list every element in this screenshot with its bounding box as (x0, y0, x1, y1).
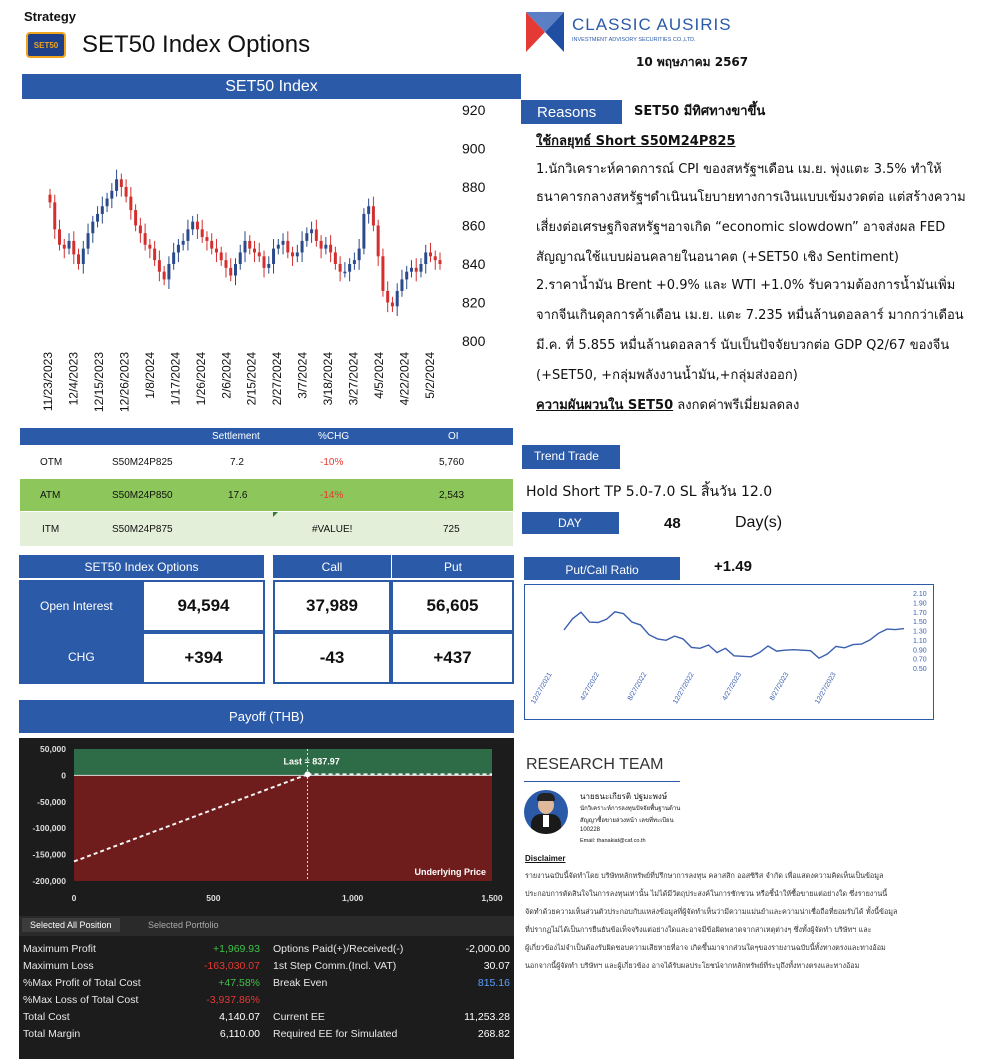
row-series: S50M24P850 (112, 490, 173, 501)
analyst-role: นักวิเคราะห์การลงทุนปัจจัยพื้นฐานด้าน (580, 805, 681, 812)
candle-body (153, 249, 156, 261)
reasons-headline: SET50 มีทิศทางขาขึ้น (634, 104, 766, 119)
reason-line: เสี่ยงต่อเศรษฐกิจสหรัฐฯอาจเกิด “economic slowdown” อาจส่งผล FED (536, 220, 946, 235)
open-interest-label: Open Interest (40, 599, 113, 613)
stat-value: -3,937.86% (206, 994, 260, 1006)
payoff-y-tick: -150,000 (32, 849, 66, 860)
candle-body (96, 214, 99, 222)
table-row (20, 445, 513, 478)
reason-line: มี.ค. ที่ 5.855 หมื่นล้านดอลลาร์ นับเป็นปัจจัยบวกต่อ GDP Q2/67 ของจีน (536, 338, 950, 353)
row-series: S50M24P825 (112, 457, 173, 468)
row-chg: -14% (320, 490, 344, 501)
tab-selected-all-position[interactable]: Selected All Position (22, 918, 120, 932)
candle-body (282, 241, 285, 245)
candle-body (239, 252, 242, 264)
oi-label-column (19, 580, 143, 684)
pcr-y-tick: 1.70 (913, 609, 927, 617)
candle-body (115, 179, 118, 191)
header-chg: %CHG (318, 431, 350, 442)
candle-body (343, 272, 346, 274)
index-chart-title: SET50 Index (22, 74, 521, 99)
pcr-x-tick: 8/27/2023 (768, 671, 791, 702)
candle-body (320, 241, 323, 249)
candle-body (229, 268, 232, 276)
y-tick-label: 860 (462, 217, 486, 234)
candle-body (367, 206, 370, 214)
candle-body (334, 252, 337, 264)
pcr-x-tick: 4/27/2022 (579, 671, 602, 702)
company-logo (526, 12, 564, 52)
payoff-annotation: Last = 837.97 (283, 756, 340, 767)
candle-body (362, 214, 365, 249)
candle-body (234, 264, 237, 276)
chg-put-value: +437 (391, 632, 514, 684)
x-tick-label: 11/23/2023 (41, 352, 55, 412)
candle-body (339, 264, 342, 272)
payoff-x-tick: 1,000 (342, 893, 364, 903)
candle-body (186, 229, 189, 241)
candle-body (267, 264, 270, 268)
candle-body (129, 197, 132, 210)
candle-body (148, 245, 151, 249)
candle-body (191, 222, 194, 230)
pcr-x-tick: 8/27/2022 (626, 671, 649, 702)
candle-body (301, 241, 304, 253)
x-tick-label: 1/17/2024 (168, 352, 183, 406)
x-tick-label: 3/27/2024 (346, 352, 361, 406)
call-label: Call (273, 555, 391, 578)
stat-label: %Max Profit of Total Cost (23, 977, 141, 989)
y-tick-label: 840 (462, 256, 486, 272)
trend-text: Hold Short TP 5.0-7.0 SL สิ้นวัน 12.0 (526, 484, 773, 500)
payoff-chart (19, 738, 514, 912)
stat-value: 815.16 (477, 977, 510, 989)
candle-body (125, 187, 128, 197)
chg-call-value: -43 (273, 632, 391, 684)
payoff-title: Payoff (THB) (19, 700, 514, 733)
underlying-price-label: Underlying Price (414, 867, 486, 877)
x-tick-label: 3/7/2024 (295, 352, 310, 399)
put-label: Put (392, 555, 514, 578)
reason-line: 2.ราคาน้ำมัน Brent +0.9% และ WTI +1.0% รับความต้องการน้ำมันเพิ่ม (536, 278, 956, 293)
candle-body (77, 254, 80, 264)
stat-label: %Max Loss of Total Cost (23, 994, 139, 1006)
volatility-text: ลงกดค่าพรีเมี่ยมลดลง (673, 398, 800, 413)
stat-value: 6,110.00 (219, 1028, 260, 1040)
x-tick-label: 12/4/2023 (66, 352, 81, 406)
candle-body (296, 252, 299, 256)
x-tick-label: 1/8/2024 (142, 352, 157, 399)
candle-body (58, 229, 61, 244)
stat-label: Total Cost (23, 1011, 70, 1023)
candle-body (134, 210, 137, 225)
reason-line: สัญญาณใช้แบบผ่อนคลายในอนาคต (+SET50 เชิง Sentiment) (536, 250, 899, 265)
candle-body (348, 264, 351, 272)
stat-label: Required EE for Simulated (273, 1028, 398, 1040)
stat-value: 11,253.28 (464, 1011, 510, 1023)
stat-label: Total Margin (23, 1028, 81, 1040)
candle-body (139, 226, 142, 234)
pcr-y-tick: 0.90 (913, 647, 927, 655)
candle-body (405, 272, 408, 280)
stat-value: +47.58% (218, 977, 260, 989)
candle-body (224, 260, 227, 268)
stat-value: -163,030.07 (203, 960, 260, 972)
research-divider (524, 781, 680, 782)
candle-body (358, 249, 361, 261)
candle-body (277, 245, 280, 249)
pcr-y-tick: 1.90 (913, 600, 927, 608)
pcr-x-tick: 12/27/2021 (530, 671, 554, 706)
analyst-email[interactable]: Email: thanakiat@caf.co.th (580, 838, 646, 844)
reason-line: จากจีนเกินดุลการค้าเดือน เม.ย. แตะ 7.235 หมื่นล้านดอลลาร์ มากกว่าเดือน (536, 308, 964, 323)
x-tick-label: 2/27/2024 (270, 352, 285, 406)
pcr-value: +1.49 (714, 558, 752, 575)
report-date: 10 พฤษภาคม 2567 (636, 55, 749, 69)
candle-body (386, 291, 389, 303)
row-settlement: 7.2 (230, 457, 244, 468)
disclaimer-line: ประกอบการตัดสินใจในการลงทุนเท่านั้น ไม่ได้มีวัตถุประสงค์ในการชักชวน หรือชี้นำให้ซื้อขายแต่อย่างใด ซึ่งรายงานนี้ (525, 889, 888, 898)
volatility-line (536, 394, 799, 415)
analyst-name: นายธนะเกียรติ ปฐมะพงษ์ (580, 792, 668, 801)
row-moneyness: OTM (40, 457, 63, 468)
company-sub: INVESTMENT ADVISORY SECURITIES CO.,LTD. (572, 37, 696, 43)
header-settlement: Settlement (212, 431, 260, 442)
candle-body (372, 206, 375, 225)
candle-body (144, 233, 147, 245)
pcr-label: Put/Call Ratio (524, 557, 680, 580)
pcr-x-tick: 12/27/2022 (672, 671, 696, 706)
candle-body (291, 252, 294, 256)
stat-label: Maximum Loss (23, 960, 94, 972)
candle-body (167, 264, 170, 279)
payoff-last-point (305, 771, 311, 777)
row-settlement: 17.6 (228, 490, 248, 501)
analyst-role: สัญญาซื้อขายล่วงหน้า เลขที่ทะเบียน (580, 817, 674, 824)
candle-body (310, 229, 313, 233)
row-moneyness: ITM (42, 524, 60, 535)
candle-body (253, 249, 256, 253)
day-label: DAY (522, 512, 619, 534)
candle-body (101, 206, 104, 214)
y-tick-label: 880 (462, 179, 486, 195)
oi-call-value: 37,989 (273, 580, 391, 632)
candle-body (434, 256, 437, 260)
page-title: SET50 Index Options (82, 31, 311, 58)
x-tick-label: 4/5/2024 (372, 352, 387, 399)
cell-marker-icon (273, 512, 278, 517)
candle-body (87, 233, 90, 248)
candle-body (244, 241, 247, 253)
y-tick-label: 820 (462, 294, 486, 311)
volatility-title: ความผันผวนใน SET50 (536, 398, 674, 413)
payoff-y-tick: -50,000 (37, 796, 66, 807)
payoff-loss-zone (74, 775, 492, 881)
candle-body (91, 222, 94, 234)
disclaimer-line: จัดทำด้วยความเห็นส่วนตัวประกอบกับแหล่งข้อมูลที่ผู้จัดทำเห็นว่ามีความแม่นยำและความน่าเชื่อถือที่ยอมรับได้ ทั้งนี้ข้อมูล (525, 907, 898, 916)
stat-label: 1st Step Comm.(Incl. VAT) (273, 960, 397, 972)
company-name: CLASSIC AUSIRIS (572, 15, 732, 34)
candle-body (49, 195, 52, 203)
row-oi: 2,543 (439, 490, 465, 501)
candle-body (353, 260, 356, 264)
disclaimer-line: ผู้เกี่ยวข้องไม่จำเป็นต้องรับผิดชอบความเสียหายที่อาจ เกิดขึ้นมาจากส่วนใดๆของรายงานฉบับนี้ทั้งทางตรงและทางอ้อม (525, 943, 886, 952)
reason-line: 1.นักวิเคราะห์คาดการณ์ CPI ของสหรัฐฯเดือน เม.ย. พุ่งแตะ 3.5% ทำให้ (536, 162, 942, 177)
candle-body (424, 252, 427, 264)
stat-value: 4,140.07 (219, 1011, 260, 1023)
research-title: RESEARCH TEAM (526, 756, 664, 773)
candle-body (396, 291, 399, 306)
x-tick-label: 4/22/2024 (397, 352, 412, 406)
row-chg: #VALUE! (312, 524, 353, 535)
day-unit: Day(s) (735, 514, 783, 531)
stat-value: -2,000.00 (465, 943, 510, 955)
oi-summary-title: SET50 Index Options (19, 555, 264, 578)
y-tick-label: 800 (462, 333, 486, 349)
tab-selected-portfolio[interactable]: Selected Portfolio (148, 920, 219, 930)
strategy-label: Strategy (24, 9, 77, 24)
candle-body (177, 245, 180, 253)
candle-body (106, 199, 109, 207)
candle-body (201, 229, 204, 237)
candle-body (381, 256, 384, 291)
candle-body (400, 279, 403, 291)
pcr-y-tick: 1.50 (913, 619, 927, 627)
x-tick-label: 3/18/2024 (321, 352, 336, 406)
pcr-y-tick: 2.10 (913, 591, 927, 598)
candle-body (220, 252, 223, 260)
candle-body (377, 226, 380, 257)
y-tick-label: 920 (462, 102, 486, 118)
candle-body (53, 202, 56, 229)
candle-body (315, 229, 318, 241)
index-candle-chart (22, 100, 522, 430)
pcr-y-tick: 1.30 (913, 628, 927, 636)
stat-value: +1,969.93 (212, 943, 260, 955)
table-row (20, 512, 513, 546)
payoff-x-tick: 500 (206, 893, 221, 903)
row-oi: 725 (443, 524, 460, 535)
trend-tag: Trend Trade (522, 445, 620, 469)
candle-body (172, 252, 175, 264)
stat-value: 30.07 (483, 960, 510, 972)
stat-label: Break Even (273, 977, 328, 989)
payoff-y-tick: -200,000 (32, 876, 66, 886)
candle-body (72, 241, 75, 254)
pcr-y-tick: 0.50 (913, 666, 927, 673)
candle-body (439, 260, 442, 264)
row-oi: 5,760 (439, 457, 465, 468)
candle-body (63, 245, 66, 249)
pcr-y-tick: 1.10 (913, 637, 927, 645)
payoff-y-tick: 50,000 (40, 744, 66, 754)
disclaimer-line: นอกจากนี้ผู้จัดทำ บริษัทฯ และผู้เกี่ยวข้อง อาจได้รับผลประโยชน์จากหลักทรัพย์ที่ระบุถึงทั้งทางตรงและทางอ้อม (525, 961, 860, 970)
candle-body (196, 222, 199, 230)
pcr-x-tick: 12/27/2023 (814, 671, 838, 706)
payoff-y-tick: 0 (61, 770, 66, 781)
candle-body (158, 260, 161, 272)
candle-body (429, 252, 432, 256)
payoff-x-tick: 0 (71, 893, 77, 903)
pcr-y-tick: 0.70 (913, 656, 927, 664)
chg-label: CHG (68, 650, 95, 664)
payoff-y-tick: -100,000 (32, 823, 66, 834)
candle-body (182, 241, 185, 245)
candle-body (286, 241, 289, 253)
y-tick-label: 900 (462, 140, 486, 157)
stat-label: Options Paid(+)/Received(-) (273, 943, 404, 955)
candle-body (205, 237, 208, 241)
reasons-strategy: ใช้กลยุทธ์ Short S50M24P825 (536, 134, 736, 149)
options-table-header (20, 428, 513, 445)
table-row (20, 479, 513, 511)
candle-body (324, 245, 327, 249)
disclaimer-line: ที่ปรากฏไม่ได้เป็นการยืนยันข้อเท็จจริงแต่อย่างใดและอาจมีข้อผิดพลาดจากสาเหตุต่างๆ ซึ่งทั้งผู้จัดทำ บริษัทฯ และ (525, 925, 872, 934)
pcr-x-tick: 4/27/2023 (721, 671, 744, 702)
candle-body (120, 179, 123, 187)
candle-body (248, 241, 251, 249)
row-series: S50M24P875 (112, 524, 173, 535)
day-value: 48 (664, 515, 681, 532)
pcr-chart (524, 584, 934, 720)
candle-body (419, 264, 422, 272)
candle-body (415, 268, 418, 272)
set50-logo (26, 32, 66, 58)
x-tick-label: 5/2/2024 (423, 352, 437, 399)
disclaimer-title: Disclaimer (525, 854, 566, 863)
x-tick-label: 2/15/2024 (244, 352, 259, 406)
x-tick-label: 12/26/2023 (117, 352, 132, 413)
candle-body (68, 241, 71, 249)
logo-badge-text: SET50 (33, 40, 59, 50)
candle-body (163, 272, 166, 280)
analyst-reg-no: 100228 (580, 827, 601, 833)
oi-total-value: 94,594 (142, 580, 265, 632)
row-moneyness: ATM (40, 490, 61, 501)
reason-line: (+SET50, +กลุ่มพลังงานน้ำมัน,+กลุ่มส่งออก) (536, 368, 798, 383)
header-oi: OI (448, 431, 459, 442)
chg-total-value: +394 (142, 632, 265, 684)
x-tick-label: 2/6/2024 (219, 352, 234, 399)
candle-body (110, 191, 113, 199)
candle-body (391, 303, 394, 307)
candle-body (82, 249, 85, 264)
candle-body (215, 249, 218, 253)
stat-value: 268.82 (477, 1028, 510, 1040)
candle-body (272, 249, 275, 264)
candle-body (258, 252, 261, 256)
oi-put-value: 56,605 (391, 580, 514, 632)
reason-line: ธนาคารกลางสหรัฐฯดำเนินนโยบายทางการเงินแบบเข้มงวดต่อ แต่สร้างความ (536, 190, 966, 205)
options-table (20, 428, 513, 546)
candle-body (410, 268, 413, 272)
x-tick-label: 1/26/2024 (193, 352, 208, 406)
candle-body (263, 256, 266, 268)
candle-body (305, 233, 308, 241)
candle-body (210, 241, 213, 249)
stat-label: Current EE (273, 1011, 325, 1023)
payoff-x-tick: 1,500 (481, 893, 503, 903)
x-tick-label: 12/15/2023 (91, 352, 106, 413)
analyst-avatar (524, 790, 568, 834)
stat-label: Maximum Profit (23, 943, 96, 955)
row-chg: -10% (320, 457, 344, 468)
disclaimer-line: รายงานฉบับนี้จัดทำโดย บริษัทหลักทรัพย์ที่ปรึกษาการลงทุน คลาสสิก ออสซิริส จำกัด เพื่อแสดงความคิดเห็นเป็นข้อมูล (525, 871, 884, 880)
candle-body (329, 245, 332, 253)
reasons-tag: Reasons (521, 100, 622, 124)
